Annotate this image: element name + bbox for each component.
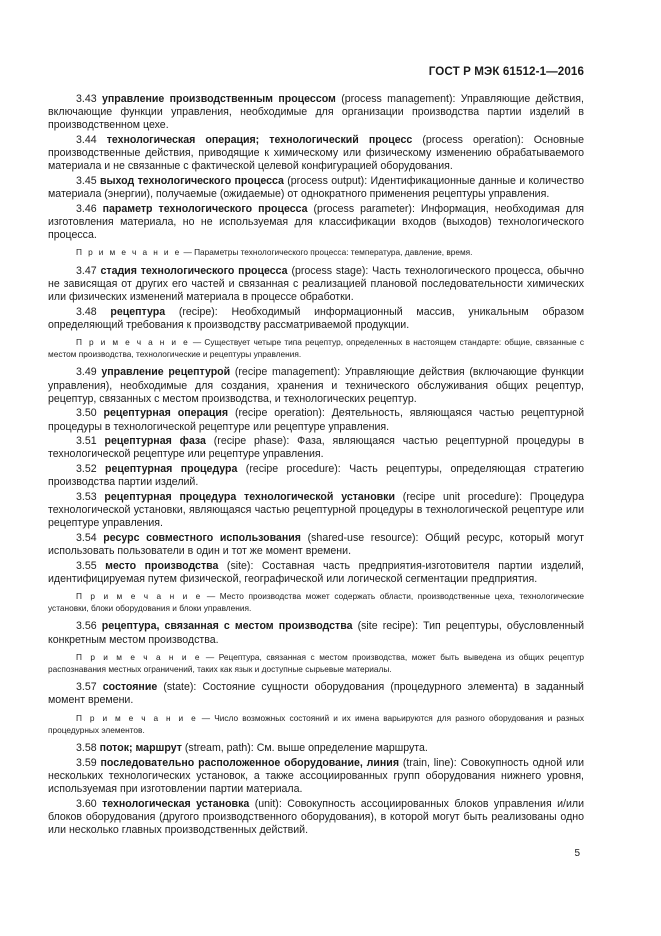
note-text: — Рецептура, связанная с местом производства, может быть выведена из общих рецептур распознавания местных ограничений, таких как язык и доступные сырьевые материалы. xyxy=(48,651,584,675)
entry-number: 3.55 xyxy=(76,559,97,572)
note-paragraph xyxy=(48,712,584,736)
entry-term: поток; маршрут xyxy=(99,742,182,755)
entry-definition: (process parameter): Информация, необходимая для изготовления материала, но не используемая для классификации входов (выходов) технологического процесса. xyxy=(48,202,584,242)
definition-entry xyxy=(48,93,584,133)
definition-entry xyxy=(48,620,584,646)
entry-definition: (stream, path): См. выше определение маршрута. xyxy=(181,742,428,755)
entry-definition: (process management): Управляющие действия, включающие функции управления, необходимые для организации производства партии изделий в производственном цехе. xyxy=(48,93,584,132)
entry-definition: (train, line): Совокупность одной или нескольких технологических установок, а также ассоциированных групп оборудования нижнего уровня, используемая при изготовлении партии материала. xyxy=(48,756,584,796)
entry-number: 3.54 xyxy=(76,531,97,544)
entry-number: 3.57 xyxy=(76,681,97,694)
entry-term: рецептурная операция xyxy=(103,407,229,420)
entry-number: 3.51 xyxy=(76,435,97,448)
entry-number: 3.59 xyxy=(76,756,97,769)
entry-definition: (recipe): Необходимый информационный массив, уникальным образом определяющий требования к производству рассматриваемой продукции. xyxy=(48,305,584,331)
entry-number: 3.46 xyxy=(76,202,97,215)
entry-definition: (recipe operation): Деятельность, являющаяся частью рецептурной процедуры в технологической рецептуре или рецептуре управления. xyxy=(48,407,584,433)
note-text: — Существует четыре типа рецептур, определенных в настоящем стандарте: общие, связанные с местом производства, технологические и рецептуры управления. xyxy=(48,337,584,360)
entry-number: 3.58 xyxy=(76,742,97,755)
definition-entry xyxy=(48,742,584,755)
entry-definition: (process output): Идентификационные данные и количество материала (энергии), получаемые (ожидаемые) от однократного применения рецептуры управления. xyxy=(48,175,584,201)
entry-number: 3.49 xyxy=(76,366,97,379)
entry-term: управление рецептурой xyxy=(101,366,231,379)
definition-entry xyxy=(48,463,584,489)
note-label: П р и м е ч а н и е xyxy=(76,712,198,723)
note-paragraph xyxy=(48,590,584,614)
entry-definition: (recipe procedure): Часть рецептуры, определяющая стратегию производства партии изделий. xyxy=(48,463,584,489)
page-number: 5 xyxy=(574,848,580,859)
entry-term: управление производственным процессом xyxy=(101,93,336,105)
note-label: П р и м е ч а н и е xyxy=(76,651,202,662)
entry-term: рецептурная процедура технологической установки xyxy=(104,490,395,503)
entry-number: 3.56 xyxy=(76,620,97,633)
entry-term: рецептурная процедура xyxy=(105,463,238,476)
entry-term: рецептура, связанная с местом производства xyxy=(101,620,353,633)
definition-entry xyxy=(48,265,584,305)
entry-term: последовательно расположенное оборудование, линия xyxy=(100,756,399,769)
entry-definition: (recipe unit procedure): Процедура технологической установки, являющаяся частью рецептурной процедуры в технологической рецептуре или рецептуре управления. xyxy=(48,490,584,530)
entry-definition: (state): Состояние сущности оборудования (процедурного элемента) в заданный момент времени. xyxy=(48,681,584,707)
entry-definition: (site): Составная часть предприятия-изготовителя партии изделий, идентифицируемая путем физической, географической или логической сегментации предприятия. xyxy=(48,559,584,585)
entry-term: технологическая операция; технологический процесс xyxy=(106,134,413,146)
entry-term: место производства xyxy=(105,559,219,572)
document-body xyxy=(48,93,584,839)
entry-number: 3.53 xyxy=(76,490,97,503)
definition-entry xyxy=(48,134,584,174)
note-paragraph xyxy=(48,336,584,360)
entry-term: рецептурная фаза xyxy=(104,435,206,448)
entry-term: стадия технологического процесса xyxy=(100,264,288,277)
definition-entry xyxy=(48,306,584,332)
note-paragraph xyxy=(48,246,584,258)
entry-term: ресурс совместного использования xyxy=(103,531,301,544)
entry-definition: (process stage): Часть технологического процесса, обычно не зависящая от других его частей и связанная с реализацией плановой последовательности химических или физических изменений материала в процессе обработки. xyxy=(48,264,584,304)
definition-entry xyxy=(48,203,584,243)
definition-entry xyxy=(48,435,584,461)
note-paragraph xyxy=(48,651,584,675)
entry-term: технологическая установка xyxy=(102,797,250,810)
entry-number: 3.50 xyxy=(76,407,97,420)
entry-definition: (shared-use resource): Общий ресурс, который могут использовать пользователи в один и тот же момент времени. xyxy=(48,531,585,558)
entry-definition: (unit): Совокупность ассоциированных блоков управления и/или блоков оборудования (другого производственного оборудования), в которой могут быть реализованы одно или несколько главных производственных действий. xyxy=(48,797,584,837)
entry-number: 3.44 xyxy=(76,134,97,146)
definition-entry xyxy=(48,175,584,201)
definition-entry xyxy=(48,366,584,406)
document-code-header: ГОСТ Р МЭК 61512-1—2016 xyxy=(428,65,584,78)
entry-definition: (site recipe): Тип рецептуры, обусловленный конкретным местом производства. xyxy=(48,620,585,646)
entry-definition: (recipe management): Управляющие действия (включающие функции управления), необходимые для создания, хранения и технического обслуживания общих рецептур, рецептур, связанных с местом производства, и технологических рецептур. xyxy=(48,366,584,405)
definition-entry xyxy=(48,757,584,797)
definition-entry xyxy=(48,681,584,707)
entry-definition: (recipe phase): Фаза, являющаяся частью рецептурной процедуры в технологической рецептуре или рецептуре управления. xyxy=(48,435,584,461)
entry-term: параметр технологического процесса xyxy=(102,202,308,215)
entry-number: 3.60 xyxy=(76,797,97,810)
note-label: П р и м е ч а н и е xyxy=(76,247,182,258)
note-text: — Число возможных состояний и их имена варьируются для разного оборудования и разных процедурных элементов. xyxy=(48,712,584,735)
entry-number: 3.45 xyxy=(76,175,97,187)
definition-entry xyxy=(48,532,584,558)
note-label: П р и м е ч а н и е xyxy=(76,337,190,348)
definition-entry xyxy=(48,798,584,838)
note-label: П р и м е ч а н и е xyxy=(76,591,203,602)
note-text: — Место производства может содержать области, производственные цеха, технологические установки, блоки оборудования и блоки управления. xyxy=(48,591,584,614)
entry-number: 3.52 xyxy=(76,463,97,476)
entry-term: рецептура xyxy=(110,305,166,318)
entry-term: состояние xyxy=(102,681,158,694)
definition-entry xyxy=(48,491,584,531)
entry-number: 3.43 xyxy=(76,93,97,105)
definition-entry xyxy=(48,560,584,586)
entry-number: 3.47 xyxy=(76,264,97,277)
definition-entry xyxy=(48,407,584,433)
note-text: — Параметры технологического процесса: температура, давление, время. xyxy=(181,247,473,258)
entry-definition: (process operation): Основные производственные действия, приводящие к химическому или физическому изменению обрабатываемого материала и не связанные с фактической целевой конфигурацией оборудования. xyxy=(48,134,584,173)
entry-number: 3.48 xyxy=(76,305,97,318)
entry-term: выход технологического процесса xyxy=(99,175,284,187)
